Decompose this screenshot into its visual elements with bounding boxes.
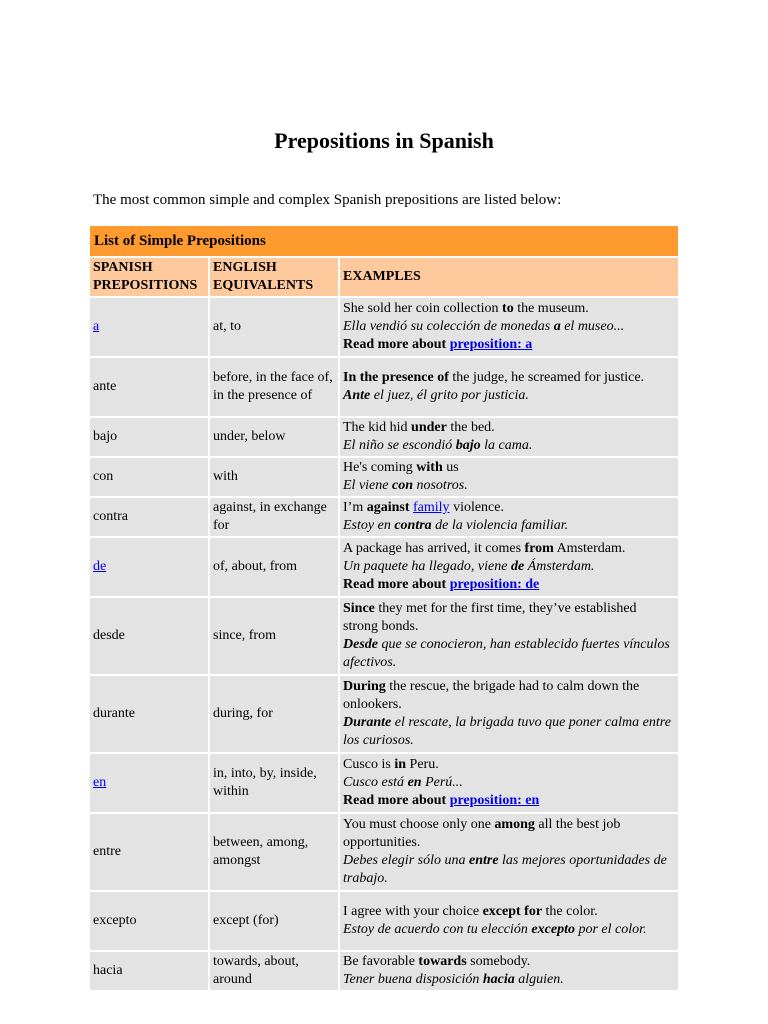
bold-term: Durante [343, 715, 392, 730]
cell-english: between, among, amongst [210, 814, 338, 890]
preposition-text: excepto [93, 913, 137, 928]
cell-english: under, below [210, 418, 338, 456]
bold-term: except for [482, 904, 543, 919]
read-more-label: Read more about [343, 793, 450, 808]
english-example [343, 540, 675, 558]
cell-spanish [90, 538, 208, 596]
spanish-example [343, 852, 675, 888]
text-segment: I agree with your choice [343, 904, 483, 919]
table-row [90, 754, 678, 812]
text-segment: the museum. [513, 301, 589, 316]
preposition-text: desde [93, 628, 125, 643]
bold-term: against [366, 500, 410, 515]
table-row [90, 298, 678, 356]
preposition-text: entre [93, 844, 121, 859]
spanish-example [343, 477, 675, 495]
table-caption: List of Simple Prepositions [90, 226, 678, 256]
spanish-example [343, 387, 675, 405]
table-row [90, 418, 678, 456]
cell-spanish [90, 952, 208, 990]
cell-spanish [90, 498, 208, 536]
table-body [90, 226, 678, 990]
cell-examples [340, 298, 678, 356]
bold-term: a [553, 319, 561, 334]
read-more-label: Read more about [343, 337, 450, 352]
text-segment: Estoy en [343, 518, 395, 533]
english-example [343, 756, 675, 774]
text-segment: Cusco está [343, 775, 408, 790]
bold-term: con [391, 478, 413, 493]
prepositions-table [88, 224, 680, 992]
table-row [90, 598, 678, 674]
text-segment: el museo... [560, 319, 625, 334]
preposition-link[interactable]: en [93, 775, 107, 790]
header-english: ENGLISH EQUIVALENTS [210, 258, 338, 296]
cell-spanish [90, 598, 208, 674]
bold-term: de [510, 559, 525, 574]
text-segment: el juez, él grito por justicia. [370, 388, 529, 403]
read-more-label: Read more about [343, 577, 450, 592]
preposition-text: ante [93, 379, 117, 394]
text-segment: que se conocieron, han establecido fuertes vínculos afectivos. [343, 637, 670, 670]
read-more [343, 336, 675, 354]
bold-term: contra [394, 518, 432, 533]
cell-spanish [90, 892, 208, 950]
text-segment: the rescue, the brigade had to calm down the onlookers. [343, 679, 640, 712]
preposition-text: durante [93, 706, 135, 721]
table-row [90, 892, 678, 950]
cell-english: of, about, from [210, 538, 338, 596]
text-segment: I’m [343, 500, 367, 515]
bold-term: in [394, 757, 407, 772]
table-row [90, 358, 678, 416]
cell-english: at, to [210, 298, 338, 356]
spanish-example [343, 517, 675, 535]
bold-term: en [407, 775, 422, 790]
text-segment: la cama. [480, 438, 533, 453]
cell-english: during, for [210, 676, 338, 752]
intro-text: The most common simple and complex Spanish prepositions are listed below: [93, 192, 562, 208]
preposition-text: con [93, 469, 114, 484]
read-more-link[interactable]: preposition: de [449, 577, 540, 592]
english-example [343, 419, 675, 437]
text-segment: all the best job opportunities. [343, 817, 621, 850]
cell-spanish [90, 754, 208, 812]
preposition-text: bajo [93, 429, 118, 444]
table-row [90, 498, 678, 536]
cell-english: before, in the face of, in the presence of [210, 358, 338, 416]
spanish-example [343, 921, 675, 939]
bold-term: with [416, 460, 443, 475]
preposition-text: contra [93, 509, 128, 524]
cell-spanish [90, 458, 208, 496]
table-row [90, 676, 678, 752]
cell-english: against, in exchange for [210, 498, 338, 536]
bold-term: Since [343, 601, 375, 616]
text-segment: She sold her coin collection [343, 301, 503, 316]
text-segment: they met for the first time, they’ve established strong bonds. [343, 601, 637, 634]
read-more [343, 792, 675, 810]
bold-term: entre [468, 853, 499, 868]
cell-examples [340, 498, 678, 536]
text-segment: Ámsterdam. [524, 559, 595, 574]
bold-term: from [524, 541, 554, 556]
text-segment: por el color. [574, 922, 647, 937]
table-row [90, 538, 678, 596]
text-segment: el rescate, la brigada tuvo que poner calma entre los curiosos. [343, 715, 671, 748]
bold-term: to [502, 301, 514, 316]
text-segment: The kid hid [343, 420, 412, 435]
bold-term: excepto [531, 922, 575, 937]
cell-examples [340, 598, 678, 674]
page-title: Prepositions in Spanish [274, 128, 494, 153]
cell-spanish [90, 814, 208, 890]
text-segment: El viene [343, 478, 392, 493]
spanish-example [343, 558, 675, 576]
cell-spanish [90, 676, 208, 752]
bold-term: During [343, 679, 386, 694]
english-example [343, 459, 675, 477]
text-segment: las mejores oportunidades de trabajo. [343, 853, 667, 886]
bold-term: hacia [482, 972, 515, 987]
bold-term: among [494, 817, 535, 832]
preposition-link[interactable]: de [93, 559, 107, 574]
bold-term: Ante [343, 388, 371, 403]
text-segment: Ella vendió su colección de monedas [343, 319, 554, 334]
spanish-example [343, 774, 675, 792]
cell-english: towards, about, around [210, 952, 338, 990]
english-example [343, 499, 675, 517]
cell-examples [340, 892, 678, 950]
cell-examples [340, 676, 678, 752]
table-caption-row [90, 226, 678, 256]
text-segment: Estoy de acuerdo con tu elección [343, 922, 532, 937]
text-segment: the bed. [446, 420, 495, 435]
text-segment: A package has arrived, it comes [343, 541, 525, 556]
english-example [343, 678, 675, 714]
text-segment: Tener buena disposición [343, 972, 483, 987]
spanish-example [343, 714, 675, 750]
table-row [90, 458, 678, 496]
cell-english: in, into, by, inside, within [210, 754, 338, 812]
english-example [343, 903, 675, 921]
text-segment: He's coming [343, 460, 417, 475]
text-segment: El niño se escondió [343, 438, 456, 453]
header-spanish: SPANISH PREPOSITIONS [90, 258, 208, 296]
preposition-text: hacia [93, 963, 123, 978]
read-more-link[interactable]: preposition: a [449, 337, 533, 352]
spanish-example [343, 437, 675, 455]
preposition-link[interactable]: a [93, 319, 100, 334]
english-example [343, 300, 675, 318]
cell-examples [340, 814, 678, 890]
cell-examples [340, 952, 678, 990]
cell-spanish [90, 298, 208, 356]
text-segment: Amsterdam. [553, 541, 626, 556]
cell-english: since, from [210, 598, 338, 674]
english-example [343, 816, 675, 852]
bold-term: bajo [455, 438, 481, 453]
text-segment: Cusco is [343, 757, 395, 772]
bold-term: under [411, 420, 447, 435]
read-more-link[interactable]: preposition: en [449, 793, 540, 808]
cell-examples [340, 538, 678, 596]
text-segment: You must choose only one [343, 817, 495, 832]
inline-link[interactable]: family [413, 500, 450, 515]
table-header-row [90, 258, 678, 296]
english-example [343, 953, 675, 971]
cell-examples [340, 358, 678, 416]
text-segment: alguien. [514, 972, 564, 987]
cell-spanish [90, 358, 208, 416]
bold-term: Desde [343, 637, 378, 652]
table-row [90, 952, 678, 990]
cell-examples [340, 754, 678, 812]
cell-examples [340, 458, 678, 496]
text-segment: de la violencia familiar. [431, 518, 569, 533]
text-segment: Peru. [406, 757, 439, 772]
text-segment: Un paquete ha llegado, viene [343, 559, 511, 574]
text-segment: Perú... [421, 775, 463, 790]
bold-term: In the presence of [343, 370, 449, 385]
text-segment: Debes elegir sólo una [343, 853, 469, 868]
cell-examples [340, 418, 678, 456]
text-segment: Be favorable [343, 954, 419, 969]
bold-term: towards [418, 954, 467, 969]
english-example [343, 369, 675, 387]
text-segment: us [442, 460, 459, 475]
spanish-example [343, 318, 675, 336]
header-examples: EXAMPLES [340, 258, 678, 296]
cell-spanish [90, 418, 208, 456]
text-segment: the color. [542, 904, 598, 919]
cell-english: except (for) [210, 892, 338, 950]
text-segment: the judge, he screamed for justice. [448, 370, 645, 385]
table-row [90, 814, 678, 890]
text-segment: somebody. [466, 954, 531, 969]
english-example [343, 600, 675, 636]
text-segment: violence. [449, 500, 504, 515]
spanish-example [343, 636, 675, 672]
spanish-example [343, 971, 675, 989]
read-more [343, 576, 675, 594]
cell-english: with [210, 458, 338, 496]
text-segment: nosotros. [412, 478, 468, 493]
